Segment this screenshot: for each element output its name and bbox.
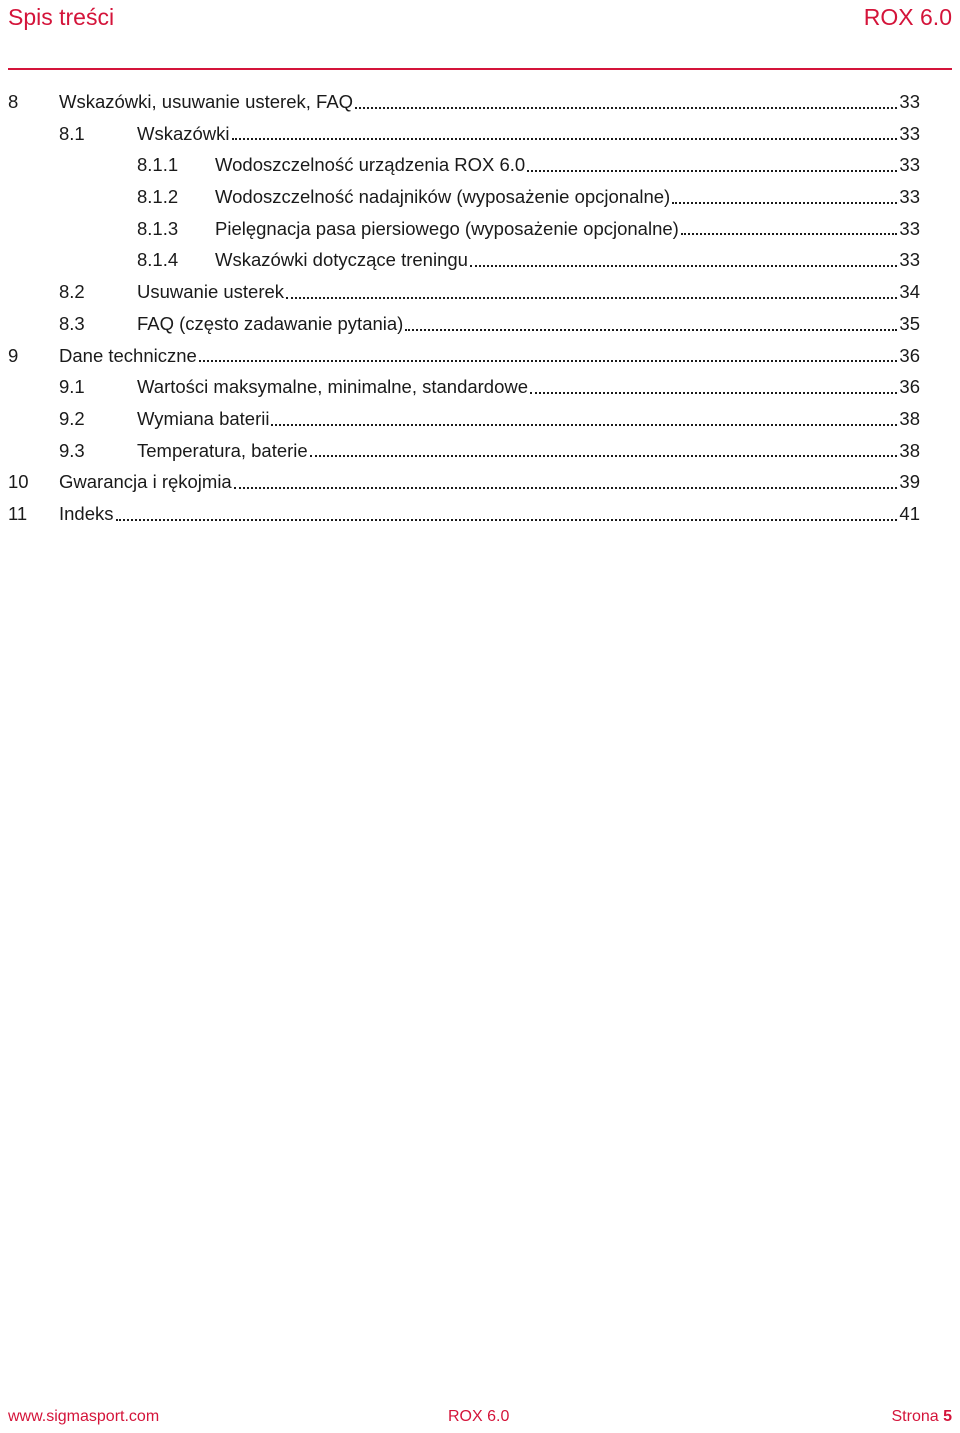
toc-entry-title[interactable]: Pielęgnacja pasa piersiowego (wyposażenie opcjonalne): [215, 217, 679, 239]
toc-entry-title[interactable]: Dane techniczne: [59, 344, 197, 366]
toc-dot-leader: [672, 202, 897, 204]
toc-entry-title[interactable]: Wodoszczelność urządzenia ROX 6.0: [215, 154, 526, 176]
toc-entry-line: [215, 213, 920, 245]
toc-entry-page[interactable]: 38: [899, 407, 920, 429]
toc-entry-page[interactable]: 33: [899, 122, 920, 144]
toc-entry[interactable]: [8, 244, 920, 276]
toc-entry-page[interactable]: 33: [899, 91, 920, 112]
toc-dot-leader: [470, 265, 897, 267]
toc-entry-page[interactable]: 39: [899, 471, 920, 493]
toc-entry[interactable]: [8, 435, 920, 467]
toc-entry-page[interactable]: 33: [899, 186, 920, 208]
toc-entry-line: [137, 403, 920, 435]
toc-entry-line: [215, 149, 920, 181]
toc-entry-line: [215, 244, 920, 276]
toc-entry-line: [59, 86, 920, 118]
toc-entry[interactable]: [8, 149, 920, 181]
toc-entry-number: 8.2: [59, 281, 85, 303]
toc-entry-page[interactable]: 36: [899, 376, 920, 398]
toc-entry-number: 8: [8, 91, 19, 112]
toc-entry-number: 10: [8, 471, 29, 493]
toc-entry-title[interactable]: Temperatura, baterie: [137, 439, 308, 461]
page-header: [8, 0, 952, 70]
toc-dot-leader: [271, 424, 897, 426]
footer-product-name: ROX 6.0: [448, 1408, 510, 1425]
toc-entry-number: 8.3: [59, 312, 85, 334]
toc-entry-line: [59, 498, 920, 530]
toc-dot-leader: [234, 487, 898, 489]
header-product-name: ROX 6.0: [863, 4, 952, 30]
footer-page-number: 5: [943, 1408, 952, 1425]
toc-entry-number: 8.1.3: [137, 217, 179, 239]
footer-url-link[interactable]: www.sigmasport.com: [8, 1408, 160, 1425]
toc-entry-page[interactable]: 33: [899, 154, 920, 176]
toc-entry[interactable]: [8, 276, 920, 308]
toc-entry-line: [137, 435, 920, 467]
page-footer: [8, 1408, 952, 1430]
toc-entry[interactable]: [8, 340, 920, 372]
toc-entry-page[interactable]: 33: [899, 249, 920, 271]
toc-entry-title[interactable]: Wodoszczelność nadajników (wyposażenie opcjonalne): [215, 186, 671, 208]
toc-dot-leader: [355, 107, 897, 109]
toc-entry[interactable]: [8, 403, 920, 435]
toc-entry[interactable]: [8, 118, 920, 150]
toc-dot-leader: [232, 138, 898, 140]
footer-page-indicator: [892, 1408, 953, 1426]
toc-entry-line: [137, 276, 920, 308]
toc-entry-number: 8.1.1: [137, 154, 179, 176]
toc-dot-leader: [530, 392, 897, 394]
toc-entry-line: [137, 118, 920, 150]
toc-entry[interactable]: [8, 466, 920, 498]
toc-dot-leader: [286, 297, 897, 299]
toc-entry-page[interactable]: 35: [899, 312, 920, 334]
toc-dot-leader: [199, 360, 898, 362]
toc-dot-leader: [310, 455, 898, 457]
toc-entry-title[interactable]: Wskazówki: [137, 122, 230, 144]
toc-entry-page[interactable]: 41: [899, 502, 920, 524]
toc-dot-leader: [116, 519, 898, 521]
toc-entry-number: 8.1.4: [137, 249, 179, 271]
toc-entry-line: [137, 371, 920, 403]
toc-entry-line: [215, 181, 920, 213]
toc-entry-title[interactable]: Wskazówki dotyczące treningu: [215, 249, 468, 271]
page-title: Spis treści: [8, 4, 115, 30]
toc-entry[interactable]: [8, 498, 920, 530]
footer-page-label: Strona: [891, 1408, 939, 1425]
toc-entry-number: 9.3: [59, 439, 85, 461]
toc-dot-leader: [527, 170, 897, 172]
toc-entry-title[interactable]: Wartości maksymalne, minimalne, standardowe: [137, 376, 529, 398]
toc-entry-page[interactable]: 34: [899, 281, 920, 303]
toc-entry-number: 9.1: [59, 376, 85, 398]
toc-dot-leader: [681, 233, 898, 235]
toc-entry-number: 8.1.2: [137, 186, 179, 208]
toc-entry-number: 9.2: [59, 407, 85, 429]
toc-entry-line: [59, 340, 920, 372]
toc-entry-title[interactable]: Wskazówki, usuwanie usterek, FAQ: [59, 91, 354, 112]
toc-dot-leader: [405, 329, 897, 331]
toc-entry[interactable]: [8, 86, 920, 118]
toc-entry-page[interactable]: 38: [899, 439, 920, 461]
toc-entry-title[interactable]: Gwarancja i rękojmia: [59, 471, 232, 493]
toc-entry-number: 9: [8, 344, 19, 366]
toc-entry-number: 8.1: [59, 122, 85, 144]
toc-entry[interactable]: [8, 308, 920, 340]
toc-entry-page[interactable]: 36: [899, 344, 920, 366]
toc-entry-title[interactable]: Wymiana baterii: [137, 407, 270, 429]
toc-entry[interactable]: [8, 181, 920, 213]
toc-entry[interactable]: [8, 371, 920, 403]
toc-entry-line: [59, 466, 920, 498]
table-of-contents: [8, 86, 920, 530]
toc-entry-title[interactable]: FAQ (często zadawanie pytania): [137, 312, 404, 334]
toc-entry-page[interactable]: 33: [899, 217, 920, 239]
toc-entry-number: 11: [8, 502, 28, 524]
toc-entry-title[interactable]: Indeks: [59, 502, 114, 524]
toc-entry-title[interactable]: Usuwanie usterek: [137, 281, 285, 303]
toc-entry[interactable]: [8, 213, 920, 245]
toc-entry-line: [137, 308, 920, 340]
